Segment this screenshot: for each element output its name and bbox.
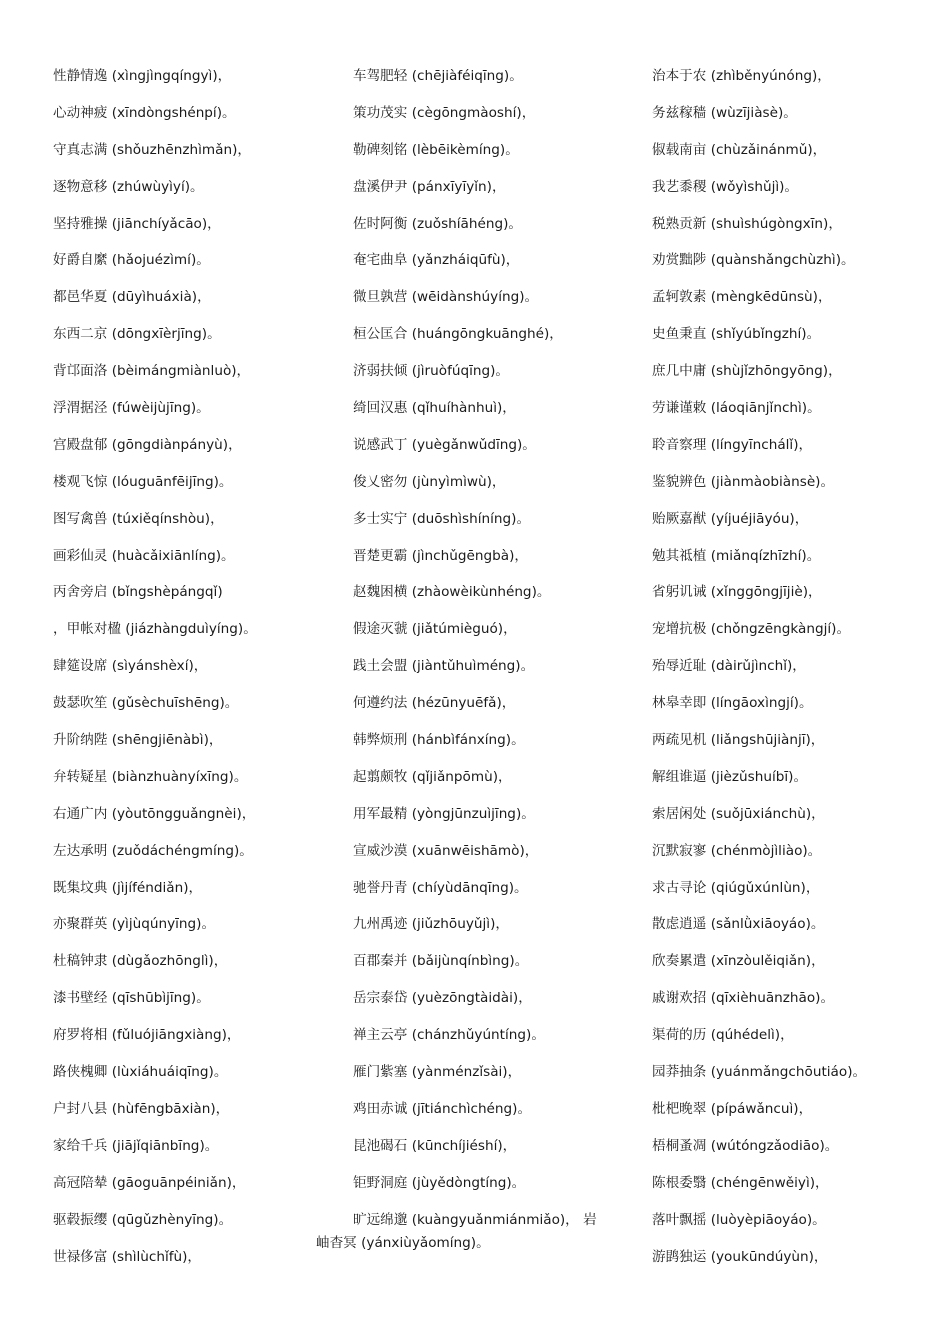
verse-line: 勒碑刻铭 (lèbēikèmíng)。 xyxy=(353,141,519,158)
verse-line: 多士实宁 (duōshìshíníng)。 xyxy=(353,510,531,527)
verse-line: 岳宗泰岱 (yuèzōngtàidài)， xyxy=(353,990,532,1007)
verse-line: 俊乂密勿 (jùnyìmìwù)， xyxy=(353,473,506,490)
verse-line: 两疏见机 (liǎngshūjiànjī)， xyxy=(652,732,825,749)
verse-line: 宠增抗极 (chǒngzēngkàngjí)。 xyxy=(652,621,851,638)
verse-line: 我艺黍稷 (wǒyìshǔjì)。 xyxy=(652,178,799,195)
verse-line: 高冠陪辇 (gāoguānpéiniǎn)， xyxy=(53,1174,246,1191)
verse-line: 坚持雅操 (jiānchíyǎcāo)， xyxy=(53,215,221,232)
column-right xyxy=(652,58,866,1275)
verse-line: 弁转疑星 (biànzhuànyíxīng)。 xyxy=(53,768,248,785)
verse-line: 世禄侈富 (shìlùchǐfù)， xyxy=(53,1248,202,1265)
verse-line: 盘溪伊尹 (pánxīyīyǐn)， xyxy=(353,178,506,195)
verse-line: 东西二京 (dōngxīèrjīng)。 xyxy=(53,326,221,343)
verse-line: 史鱼秉直 (shǐyúbǐngzhí)。 xyxy=(652,326,821,343)
verse-line: 鼓瑟吹笙 (gǔsèchuīshēng)。 xyxy=(53,695,239,712)
verse-line: 左达承明 (zuǒdáchéngmíng)。 xyxy=(53,842,253,859)
verse-line: 漆书壁经 (qīshūbìjīng)。 xyxy=(53,990,210,1007)
verse-line: 戚谢欢招 (qīxièhuānzhāo)。 xyxy=(652,990,835,1007)
verse-line: 说感武丁 (yuègǎnwǔdīng)。 xyxy=(353,436,536,453)
verse-line: 何遵约法 (hézūnyuēfǎ)， xyxy=(353,695,516,712)
verse-line: 晋楚更霸 (jìnchǔgēngbà)， xyxy=(353,547,528,564)
verse-line: 绮回汉惠 (qǐhuíhànhuì)， xyxy=(353,400,516,417)
verse-line: 心动神疲 (xīndòngshénpí)。 xyxy=(53,104,236,121)
column-left xyxy=(53,58,257,1275)
verse-line: 聆音察理 (língyīnchálǐ)， xyxy=(652,436,813,453)
verse-line: 索居闲处 (suǒjūxiánchù)， xyxy=(652,805,825,822)
verse-line: 务兹稼穑 (wùzījiàsè)。 xyxy=(652,104,797,121)
verse-line: 韩弊烦刑 (hánbìfánxíng)。 xyxy=(353,732,525,749)
verse-line: 升阶纳陛 (shēngjiēnàbì)， xyxy=(53,732,223,749)
verse-line: 贻厥嘉猷 (yíjuéjiāyóu)， xyxy=(652,510,809,527)
verse-line: 践土会盟 (jiàntǔhuìméng)。 xyxy=(353,658,535,675)
verse-line: 起翦颇牧 (qǐjiǎnpōmù)， xyxy=(353,768,512,785)
verse-line: 逐物意移 (zhúwùyìyí)。 xyxy=(53,178,204,195)
verse-line: 枇杷晚翠 (pípáwǎncuì)， xyxy=(652,1100,813,1117)
verse-line: 钜野洞庭 (jùyědòngtíng)。 xyxy=(353,1174,526,1191)
verse-line: 家给千兵 (jiājǐqiānbīng)。 xyxy=(53,1137,219,1154)
verse-line: 用军最精 (yòngjūnzuìjīng)。 xyxy=(353,805,535,822)
verse-line: 鉴貌辨色 (jiànmàobiànsè)。 xyxy=(652,473,835,490)
verse-line: 亦聚群英 (yìjùqúnyīng)。 xyxy=(53,916,216,933)
verse-line: 孟轲敦素 (mèngkēdūnsù)， xyxy=(652,289,832,306)
verse-line: 奄宅曲阜 (yǎnzháiqūfù)， xyxy=(353,252,520,269)
verse-line: 佐时阿衡 (zuǒshíāhéng)。 xyxy=(353,215,522,232)
verse-line: 楼观飞惊 (lóuguānfēijīng)。 xyxy=(53,473,233,490)
verse-line: 户封八县 (hùfēngbāxiàn)， xyxy=(53,1100,230,1117)
verse-line: 税熟贡新 (shuìshúgòngxīn)， xyxy=(652,215,842,232)
verse-line: 守真志满 (shǒuzhēnzhìmǎn)， xyxy=(53,141,251,158)
verse-line: 图写禽兽 (túxiěqínshòu)， xyxy=(53,510,224,527)
verse-line: 杜稿钟隶 (dùgǎozhōnglì)， xyxy=(53,953,228,970)
verse-line: 治本于农 (zhìběnyúnóng)， xyxy=(652,68,831,84)
verse-line: 背邙面洛 (bèimángmiànluò)， xyxy=(53,363,251,380)
verse-line: 济弱扶倾 (jìruòfúqīng)。 xyxy=(353,363,510,380)
verse-line: 落叶飘摇 (luòyèpiāoyáo)。 xyxy=(652,1211,826,1228)
verse-line: 路侠槐卿 (lùxiáhuáiqīng)。 xyxy=(53,1064,228,1081)
verse-line: 宣威沙漠 (xuānwēishāmò)， xyxy=(353,842,539,859)
verse-line: 劳谦谨敕 (láoqiānjǐnchì)。 xyxy=(652,400,821,417)
verse-line: 解组谁逼 (jièzǔshuíbī)。 xyxy=(652,768,808,785)
verse-line: 鸡田赤诚 (jītiánchìchéng)。 xyxy=(353,1100,532,1117)
verse-line: 驰誉丹青 (chíyùdānqīng)。 xyxy=(353,879,528,896)
verse-line: 林皋幸即 (língāoxìngjí)。 xyxy=(652,695,813,712)
verse-line: 欣奏累遣 (xīnzòulěiqiǎn)， xyxy=(652,953,825,970)
continued-line: 岫杳冥 (yánxiùyǎomíng)。 xyxy=(316,1235,490,1251)
verse-line: 画彩仙灵 (huàcǎixiānlíng)。 xyxy=(53,547,235,564)
verse-line: 园莽抽条 (yuánmǎngchōutiáo)。 xyxy=(652,1064,867,1081)
verse-line: 府罗将相 (fǔluójiāngxiàng)， xyxy=(53,1027,241,1044)
verse-line: 赵魏困横 (zhàowèikùnhéng)。 xyxy=(353,584,551,601)
verse-line: 陈根委翳 (chéngēnwěiyì)， xyxy=(652,1174,829,1191)
verse-line: 殆辱近耻 (dàirǔjìnchǐ)， xyxy=(652,658,806,675)
verse-line: 驱毂振缨 (qūgǔzhènyīng)。 xyxy=(53,1211,233,1228)
verse-line: 渠荷的历 (qúhédelì)， xyxy=(652,1027,794,1044)
verse-line: 百郡秦并 (bǎijùnqínbìng)。 xyxy=(353,953,529,970)
verse-line: 游鹍独运 (youkūndúyùn)， xyxy=(652,1248,828,1265)
verse-line: 求古寻论 (qiúgǔxúnlùn)， xyxy=(652,879,820,896)
verse-line: 好爵自縻 (hǎojuézìmí)。 xyxy=(53,252,210,269)
verse-line: 庶几中庸 (shùjǐzhōngyōng)， xyxy=(652,363,842,380)
verse-line: 勉其祗植 (miǎnqízhīzhí)。 xyxy=(652,547,821,564)
verse-line: 雁门紫塞 (yànménzǐsài)， xyxy=(353,1064,522,1081)
verse-line: 昆池碣石 (kūnchíjiéshí)， xyxy=(353,1137,517,1154)
verse-line: 宫殿盘郁 (gōngdiànpányù)， xyxy=(53,436,242,453)
verse-line: 九州禹迹 (jiǔzhōuyǔjì)， xyxy=(353,916,509,933)
verse-line: 性静情逸 (xìngjìngqíngyì)， xyxy=(53,68,232,84)
verse-line: 旷远绵邈 (kuàngyuǎnmiánmiǎo)， 岩 xyxy=(353,1211,597,1228)
verse-line: 俶载南亩 (chùzǎinánmǔ)， xyxy=(652,141,827,158)
column-middle xyxy=(353,58,597,1239)
verse-line: 散虑逍遥 (sǎnlǜxiāoyáo)。 xyxy=(652,916,825,933)
verse-line: 浮渭据泾 (fúwèijùjīng)。 xyxy=(53,400,210,417)
verse-line: 省躬讥诫 (xǐnggōngjījiè)， xyxy=(652,584,822,601)
verse-line: 右通广内 (yòutōngguǎngnèi)， xyxy=(53,805,256,822)
verse-line: 桓公匡合 (huángōngkuānghé)， xyxy=(353,326,563,343)
verse-line: 沉默寂寥 (chénmòjìliào)。 xyxy=(652,842,822,859)
verse-line: ，甲帐对楹 (jiázhàngduìyíng)。 xyxy=(53,621,257,638)
verse-line: 微旦孰营 (wēidànshúyíng)。 xyxy=(353,289,539,306)
verse-line: 梧桐蚤凋 (wútóngzǎodiāo)。 xyxy=(652,1137,839,1154)
verse-line: 肆筵设席 (sìyánshèxí)， xyxy=(53,658,208,675)
verse-line: 丙舍旁启 (bǐngshèpángqǐ) xyxy=(53,584,223,601)
verse-line: 都邑华夏 (dūyìhuáxià)， xyxy=(53,289,211,306)
verse-line: 假途灭虢 (jiǎtúmièguó)， xyxy=(353,621,517,638)
verse-line: 既集坟典 (jìjíféndiǎn)， xyxy=(53,879,203,896)
verse-line: 车驾肥轻 (chējiàféiqīng)。 xyxy=(353,68,523,84)
verse-line: 禅主云亭 (chánzhǔyúntíng)。 xyxy=(353,1027,545,1044)
verse-line: 劝赏黜陟 (quànshǎngchùzhì)。 xyxy=(652,252,855,269)
verse-line: 策功茂实 (cègōngmàoshí)， xyxy=(353,104,536,121)
